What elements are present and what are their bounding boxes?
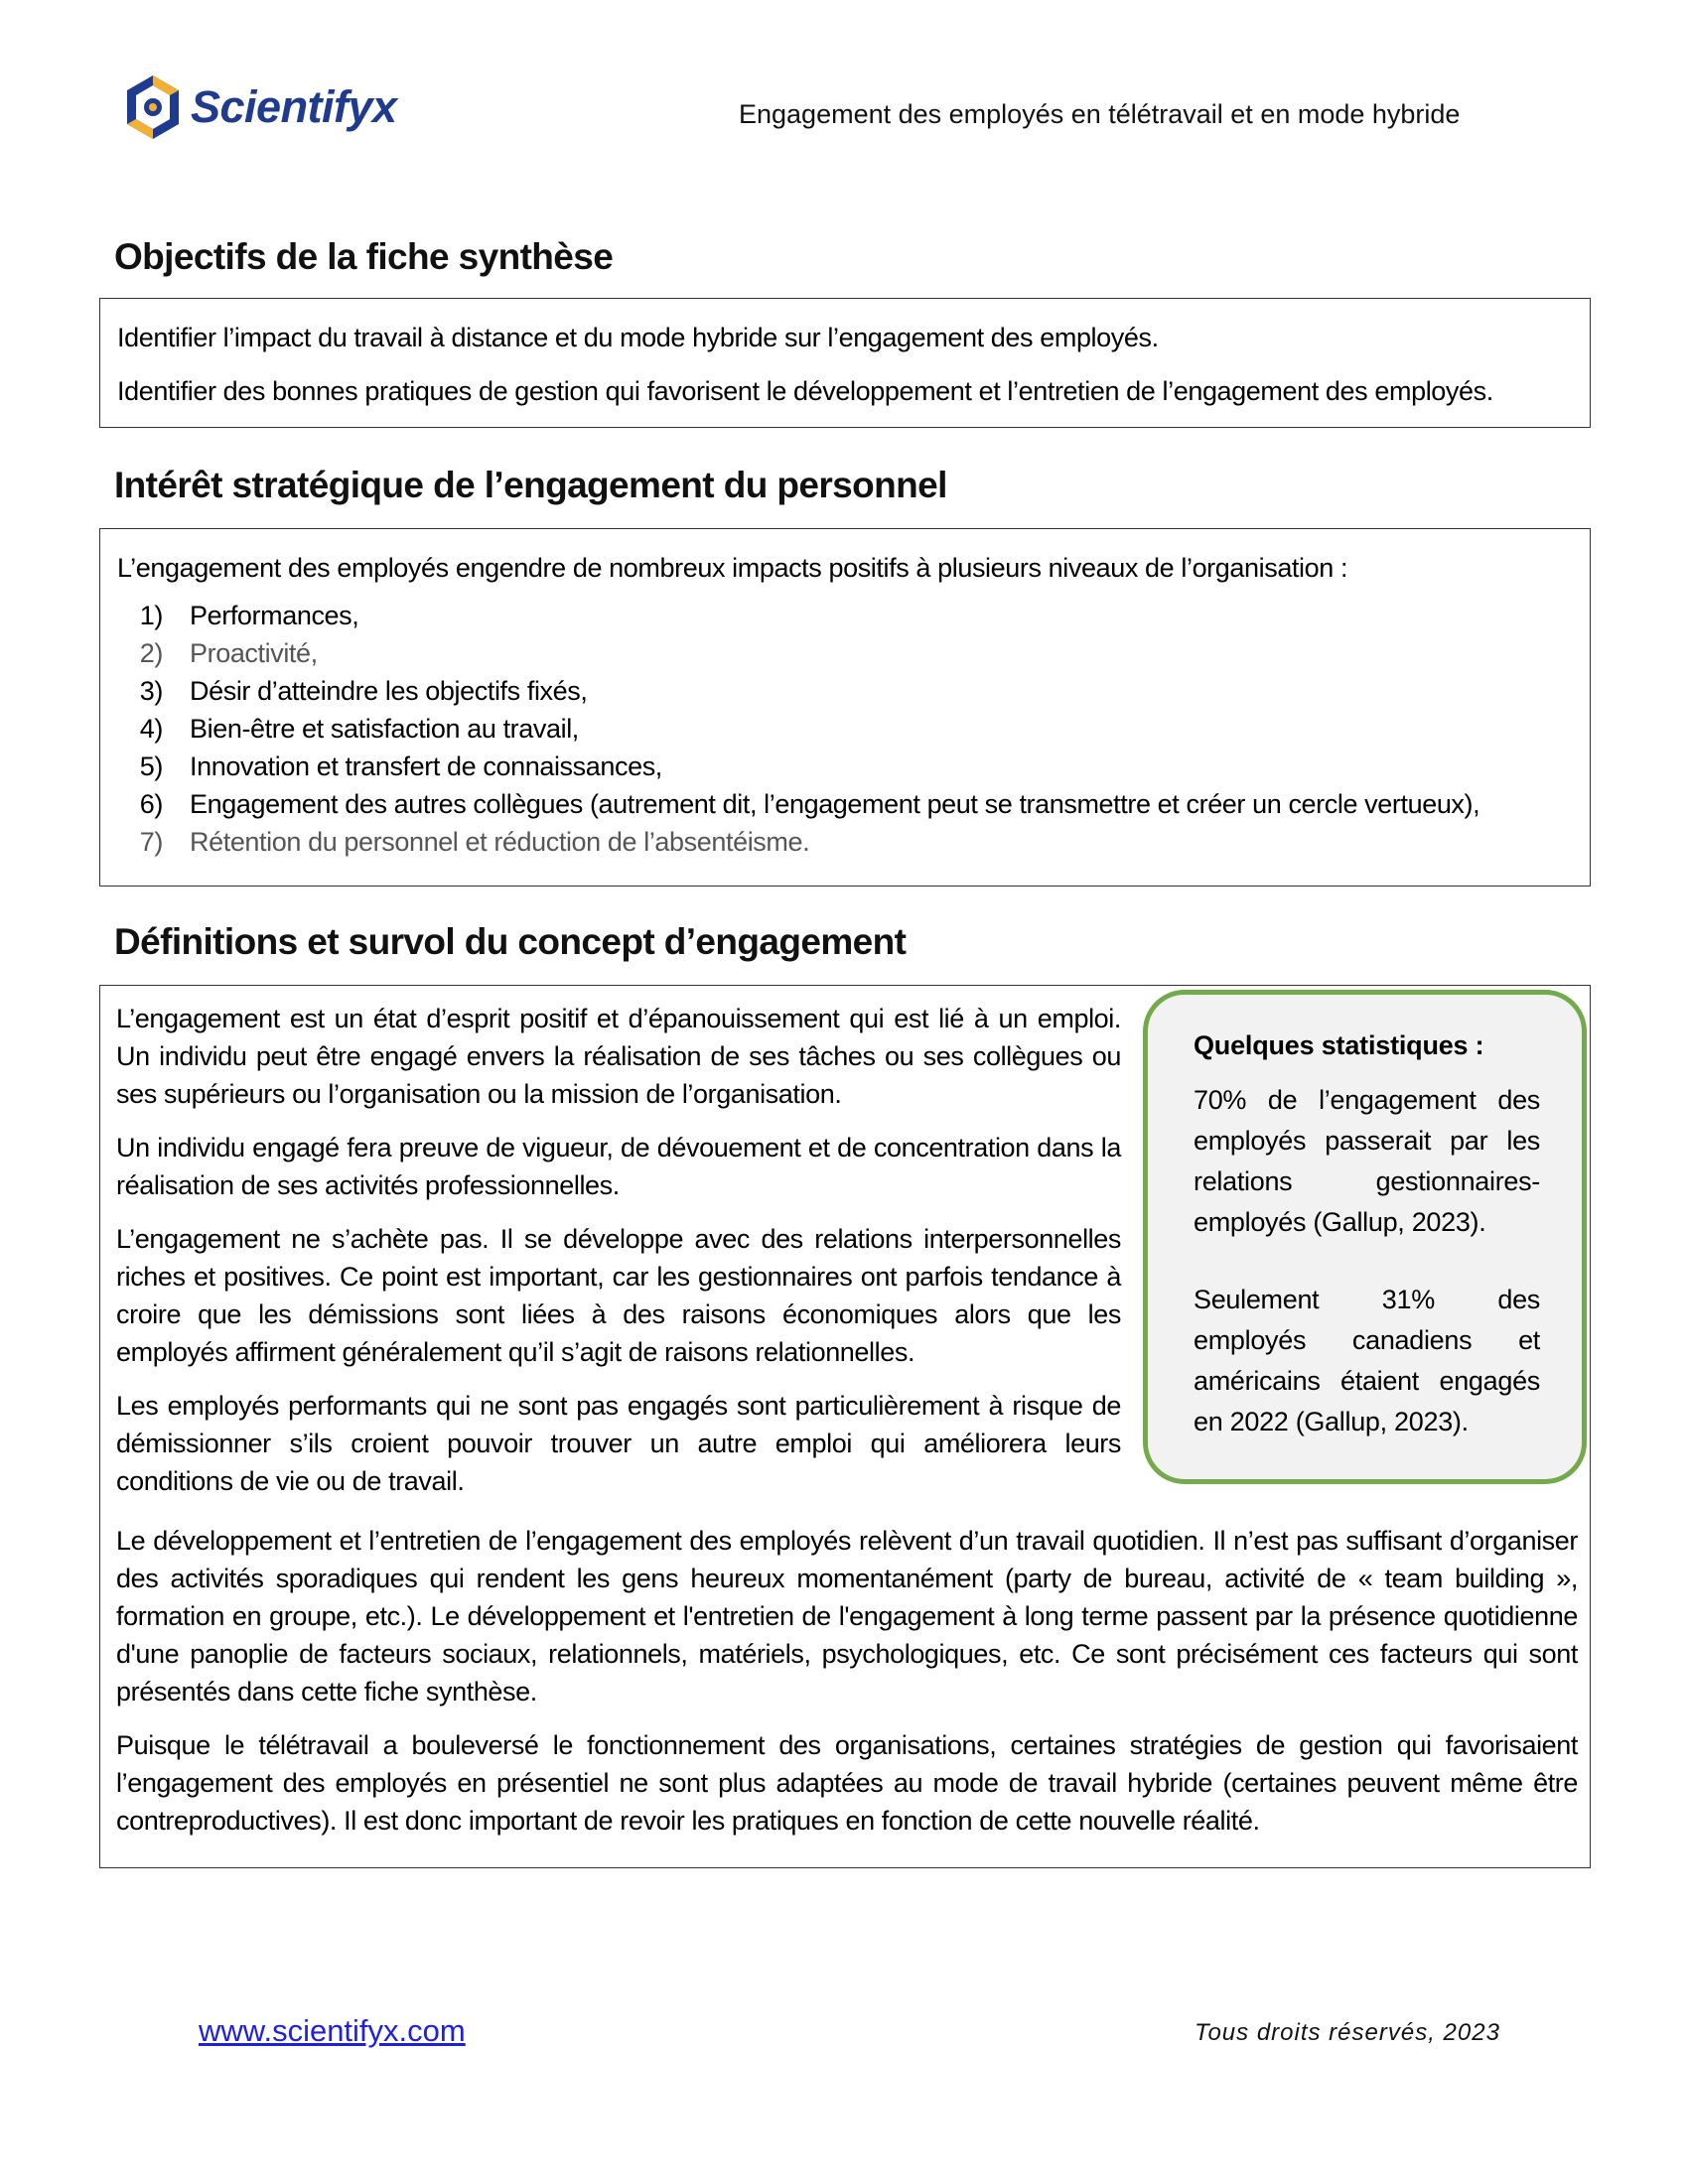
objective-item: Identifier l’impact du travail à distance et du mode hybride sur l’engagement des employés. xyxy=(117,323,1159,352)
statistic-item: 70% de l’engagement des employés passerait par les relations gestionnaires-employés (Gallup, 2023). xyxy=(1194,1085,1540,1237)
objective-item: Identifier des bonnes pratiques de gestion qui favorisent le développement et l’entretien de l’engagement des employés. xyxy=(117,376,1493,406)
list-item: 2) Proactivité, xyxy=(139,638,318,668)
definition-paragraph: Un individu engagé fera preuve de vigueur, de dévouement et de concentration dans la réalisation de ses activités professionnelles. xyxy=(116,1133,1121,1200)
definitions-full-width xyxy=(116,1522,1578,1855)
interest-heading: Intérêt stratégique de l’engagement du personnel xyxy=(114,465,947,505)
brand-name: Scientifyx xyxy=(191,81,397,132)
list-item: 3) Désir d’atteindre les objectifs fixés, xyxy=(139,676,588,706)
brand-logo xyxy=(117,69,397,145)
definition-paragraph: Puisque le télétravail a bouleversé le fonctionnement des organisations, certaines stratégies de gestion qui favorisaient l’engagement des employés en présentiel ne sont plus adaptées au mode de travail hybride (certaines peuvent même être contreproductives). Il est donc important de revoir les pratiques en fonction de cette nouvelle réalité. xyxy=(116,1730,1578,1836)
copyright-notice: Tous droits réservés, 2023 xyxy=(1195,2019,1500,2046)
list-item: 6) Engagement des autres collègues (autrement dit, l’engagement peut se transmettre et créer un cercle vertueux), xyxy=(139,789,1480,819)
definition-paragraph: Les employés performants qui ne sont pas engagés sont particulièrement à risque de démissionner s’ils croient pouvoir trouver un autre emploi qui améliorera leurs conditions de vie ou de travail. xyxy=(116,1391,1121,1496)
definition-paragraph: L’engagement ne s’achète pas. Il se développe avec des relations interpersonnelles riches et positives. Ce point est important, car les gestionnaires ont parfois tendance à croire que les démissions sont liées à des raisons économiques alors que les employés affirment généralement qu’il s’agit de raisons relationnelles. xyxy=(116,1224,1121,1367)
statistic-item: Seulement 31% des employés canadiens et américains étaient engagés en 2022 (Gallup, 2023). xyxy=(1194,1285,1540,1436)
objectives-box xyxy=(99,298,1591,428)
scientifyx-logo-icon xyxy=(117,71,189,143)
definition-paragraph: L’engagement est un état d’esprit positif et d’épanouissement qui est lié à un emploi. Un individu peut être engagé envers la réalisation de ses tâches ou ses collègues ou ses supérieurs ou l’organisation ou la mission de l’organisation. xyxy=(116,1004,1121,1109)
statistics-callout xyxy=(1143,990,1587,1484)
statistics-title: Quelques statistiques : xyxy=(1194,1030,1484,1060)
definitions-left-column xyxy=(116,1000,1121,1516)
document-title: Engagement des employés en télétravail et en mode hybride xyxy=(739,99,1461,129)
list-item: 7) Rétention du personnel et réduction de l’absentéisme. xyxy=(139,827,810,857)
objectives-heading: Objectifs de la fiche synthèse xyxy=(114,236,614,277)
list-item: 4) Bien-être et satisfaction au travail, xyxy=(139,714,579,744)
list-item: 1) Performances, xyxy=(139,601,359,630)
definitions-heading: Définitions et survol du concept d’engagement xyxy=(114,921,907,962)
impacts-list xyxy=(100,597,1479,861)
definition-paragraph: Le développement et l’entretien de l’engagement des employés relèvent d’un travail quotidien. Il n’est pas suffisant d’organiser des activités sporadiques qui rendent les gens heureux momentanément (party de bureau, activité de « team building », formation en groupe, etc.). Le développement et l'entretien de l'engagement à long terme passent par la présence quotidienne d'une panoplie de facteurs sociaux, relationnels, matériels, psychologiques, etc. Ce sont précisément ces facteurs qui sont présentés dans cette fiche synthèse. xyxy=(116,1526,1578,1706)
interest-box xyxy=(99,528,1591,887)
list-item: 5) Innovation et transfert de connaissances, xyxy=(139,751,662,781)
interest-intro: L’engagement des employés engendre de nombreux impacts positifs à plusieurs niveaux de l’organisation : xyxy=(117,553,1348,583)
website-link[interactable]: www.scientifyx.com xyxy=(199,2013,466,2048)
